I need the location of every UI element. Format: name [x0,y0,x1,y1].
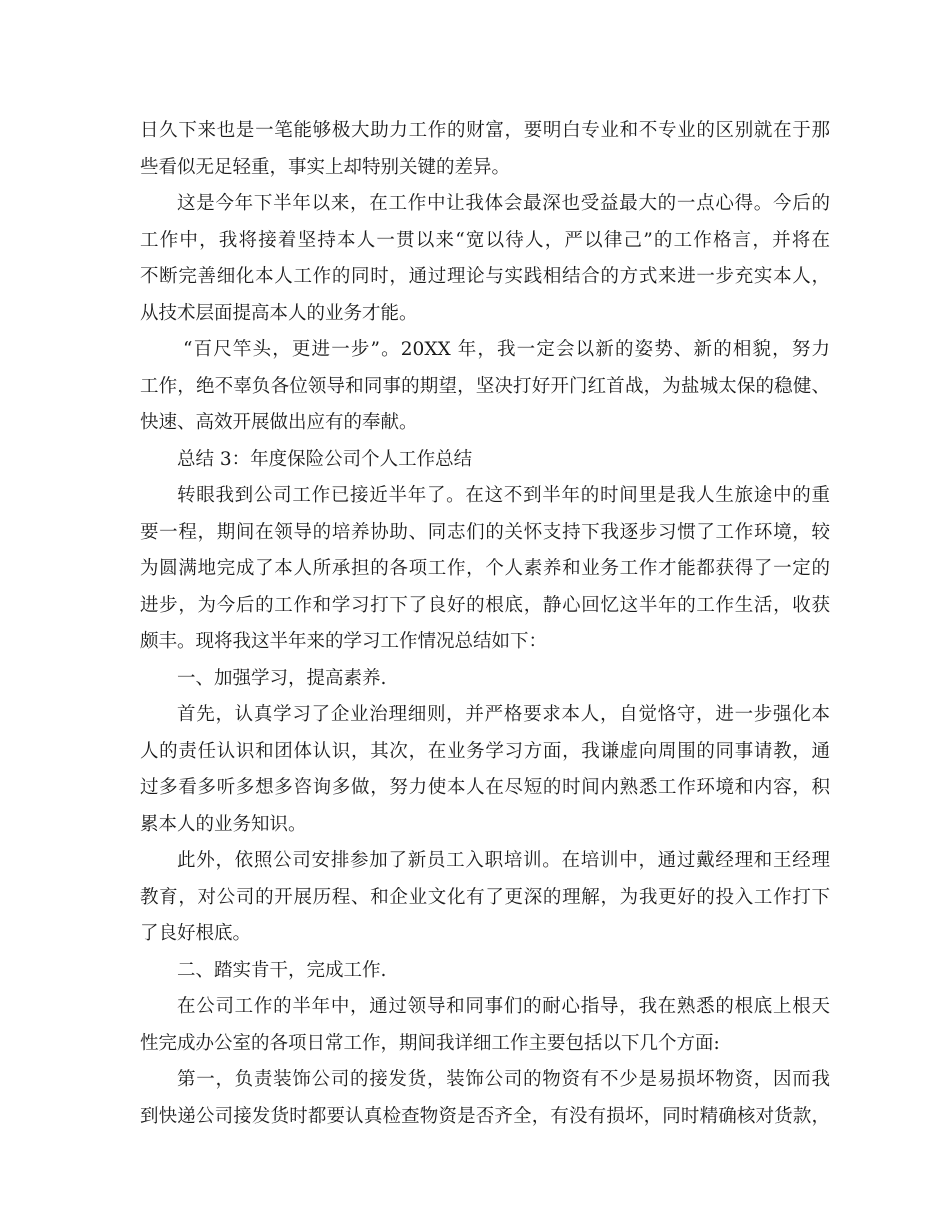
text-line: 性完成办公室的各项日常工作，期间我详细工作主要包括以下几个方面: [140,1032,720,1054]
text-line: 第一，负责装饰公司的接发货，装饰公司的物资有不少是易损坏物资，因而我 [177,1069,830,1090]
section-heading: 总结 3：年度保险公司个人工作总结 [177,448,473,470]
text-line: 人的责任认识和团体认识，其次，在业务学习方面，我谦虚向周围的同事请教，通 [140,740,830,762]
text-line: 快速、高效开展做出应有的奉献。 [140,412,418,433]
text-line: 日久下来也是一笔能够极大助力工作的财富，要明白专业和不专业的区别就在于那 [140,120,830,141]
text-line: 些看似无足轻重，事实上却特别关键的差异。 [140,156,511,178]
section-heading: 二、踏实肯干，完成工作. [177,959,387,981]
text-line: 此外，依照公司安排参加了新员工入职培训。在培训中，通过戴经理和王经理 [177,850,830,871]
text-line: 工作中，我将接着坚持本人一贯以来“宽以待人，严以律己”的工作格言，并将在 [140,229,830,251]
text-line: 工作，绝不辜负各位领导和同事的期望，坚决打好开门红首战，为盐城太保的稳健、 [140,375,830,397]
text-line: 颇丰。现将我这半年来的学习工作情况总结如下： [140,631,548,652]
text-line: 要一程，期间在领导的培养协助、同志们的关怀支持下我逐步习惯了工作环境，较 [140,521,830,543]
text-line: 从技术层面提高本人的业务才能。 [140,302,418,324]
document-body [140,113,830,1135]
text-line: 到快递公司接发货时都要认真检查物资是否齐全，有没有损坏，同时精确核对货款， [140,1105,830,1127]
text-line: 过多看多听多想多咨询多做，努力使本人在尽短的时间内熟悉工作环境和内容，积 [140,777,830,798]
section-heading: 一、加强学习，提高素养. [177,667,387,689]
text-line: 了良好根底。 [140,923,252,944]
text-line: 不断完善细化本人工作的同时，通过理论与实践相结合的方式来进一步充实本人， [140,266,830,287]
text-line: 进步，为今后的工作和学习打下了良好的根底，静心回忆这半年的工作生活，收获 [140,594,830,616]
text-line: 教育，对公司的开展历程、和企业文化有了更深的理解，为我更好的投入工作打下 [140,886,830,908]
text-line: 为圆满地完成了本人所承担的各项工作，个人素养和业务工作才能都获得了一定的 [140,558,830,579]
text-line: “百尺竿头，更进一步”。20XX 年，我一定会以新的姿势、新的相貌，努力 [183,339,830,360]
text-line: 转眼我到公司工作已接近半年了。在这不到半年的时间里是我人生旅途中的重 [177,485,830,506]
text-line: 在公司工作的半年中，通过领导和同事们的耐心指导，我在熟悉的根底上根天 [177,996,830,1017]
text-line: 累本人的业务知识。 [140,813,307,835]
text-line: 首先，认真学习了企业治理细则，并严格要求本人，自觉恪守，进一步强化本 [177,704,830,725]
text-line: 这是今年下半年以来，在工作中让我体会最深也受益最大的一点心得。今后的 [177,193,830,214]
